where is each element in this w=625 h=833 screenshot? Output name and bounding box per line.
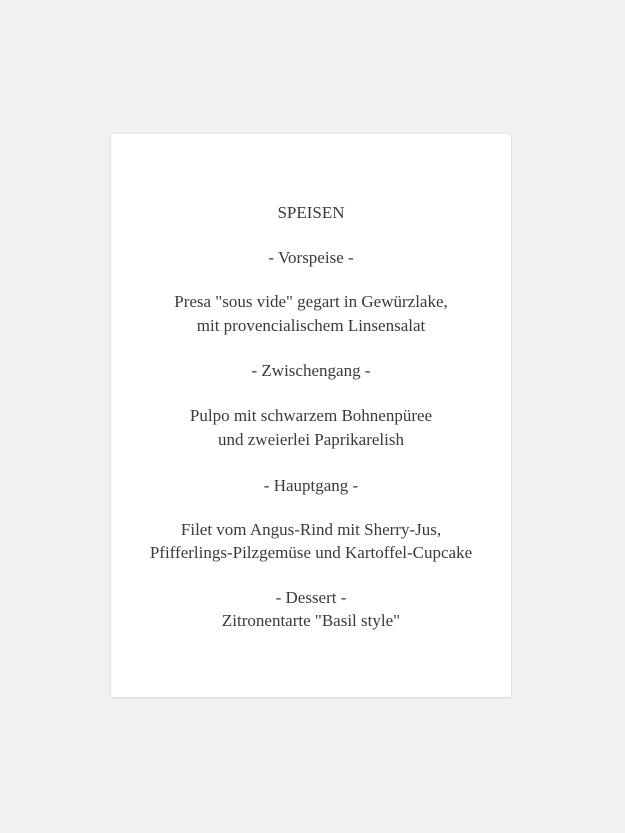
dish-line: Presa "sous vide" gegart in Gewürzlake, <box>174 292 448 311</box>
dish-line: und zweierlei Paprikarelish <box>218 430 404 449</box>
menu-card <box>111 134 511 697</box>
dish-line: Zitronentarte "Basil style" <box>221 611 401 630</box>
dish-line: Filet vom Angus-Rind mit Sherry-Jus, <box>180 520 442 539</box>
section-heading-zwischengang: - Zwischengang - <box>251 361 371 380</box>
section-heading-dessert: - Dessert - <box>275 588 347 607</box>
menu-title: SPEISEN <box>277 203 345 222</box>
section-heading-vorspeise: - Vorspeise - <box>268 248 354 267</box>
dish-line: Pfifferlings-Pilzgemüse und Kartoffel-Cupcake <box>149 543 473 562</box>
dish-line: mit provencialischem Linsensalat <box>196 316 426 335</box>
dish-line: Pulpo mit schwarzem Bohnenpüree <box>189 406 433 425</box>
section-heading-hauptgang: - Hauptgang - <box>263 476 359 495</box>
